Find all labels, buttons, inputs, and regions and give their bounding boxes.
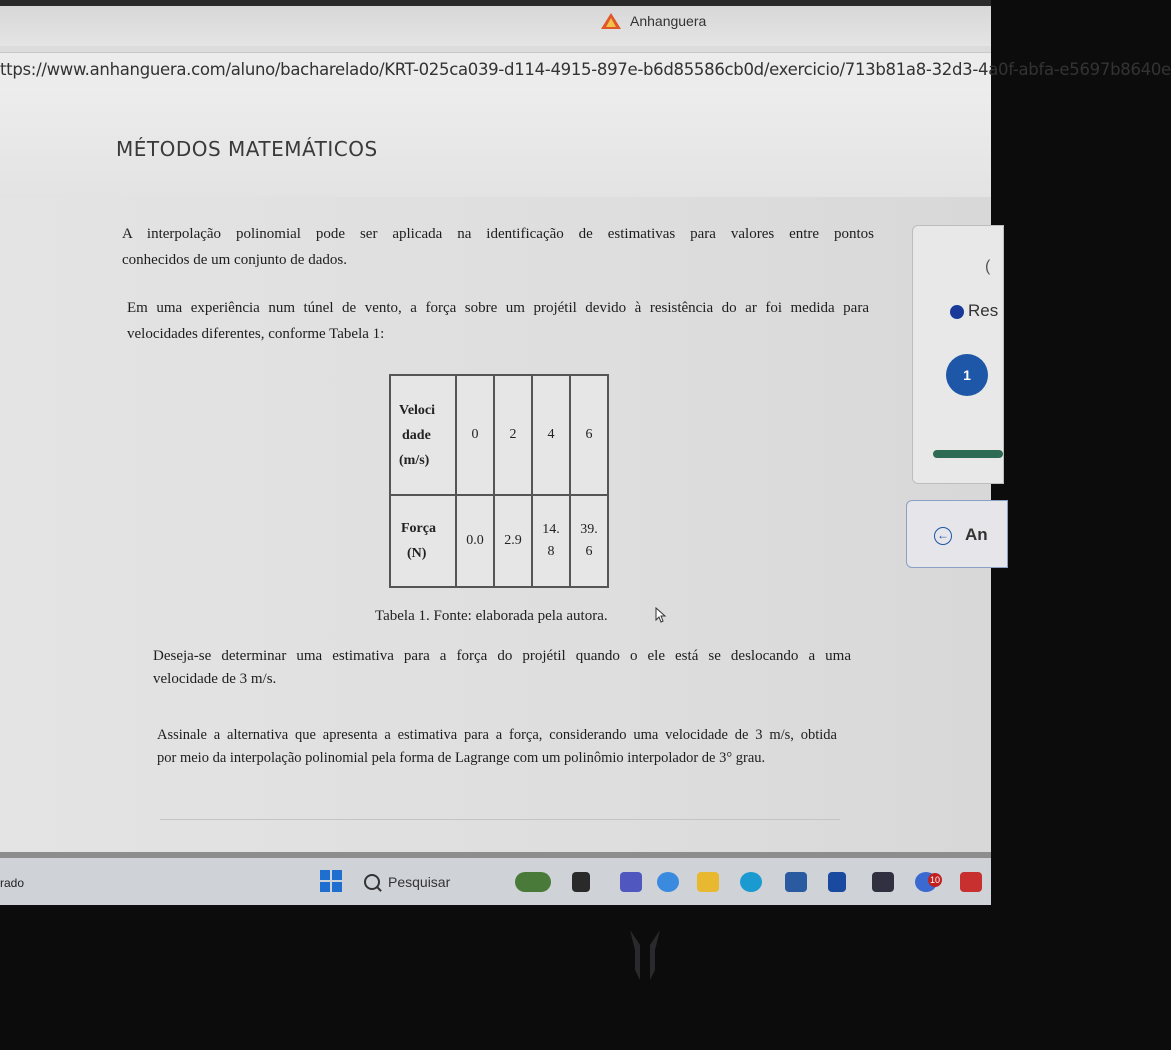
table-caption: Tabela 1. Fonte: elaborada pela autora.: [375, 608, 608, 624]
back-arrow-icon[interactable]: ←: [934, 527, 952, 545]
results-label: Res: [968, 301, 999, 320]
browser-tab[interactable]: [600, 12, 706, 30]
table-cell: [532, 495, 570, 587]
edge-icon[interactable]: [740, 872, 762, 892]
copilot-icon[interactable]: [657, 872, 679, 892]
table-cell: [456, 495, 494, 587]
paragraph-line: por meio da interpolação polinomial pela forma de Lagrange com um polinômio interpolador de 3° grau.: [157, 750, 766, 766]
store-icon[interactable]: [785, 872, 807, 892]
table-header-velocity: [390, 375, 456, 495]
header-text: dade: [402, 427, 431, 443]
taskbar-left-text: rado: [0, 876, 25, 890]
table-cell: [494, 495, 532, 587]
paragraph-line: Em uma experiência num túnel de vento, a força sobre um projétil devido à resistência do ar foi medida para: [127, 300, 869, 316]
cell-text: 6: [585, 544, 593, 559]
browser-titlebar: [0, 0, 991, 46]
previous-button[interactable]: [906, 500, 1008, 568]
cell-text: 8: [547, 544, 555, 559]
table-cell: 6: [570, 375, 608, 495]
monitor-logo-icon: [625, 925, 665, 985]
anhanguera-logo-icon: [600, 12, 622, 30]
paragraph-line: A interpolação polinomial pode ser aplicada na identificação de estimativas para valores entre pontos: [122, 226, 874, 242]
windows-start-icon[interactable]: [320, 870, 342, 892]
panel-paren: (: [985, 258, 991, 275]
question-content: [0, 197, 991, 852]
titlebar-edge: [0, 0, 991, 6]
taskbar: [0, 858, 991, 905]
data-table: [389, 374, 609, 588]
header-text: (N): [407, 546, 427, 561]
header-text: (m/s): [399, 452, 430, 468]
teams-icon[interactable]: [620, 872, 642, 892]
cell-text: 0.0: [466, 533, 484, 548]
tab-title: Anhanguera: [630, 13, 707, 29]
table-row-velocity: [390, 375, 608, 495]
divider: [160, 819, 840, 820]
question-paragraph-3: [153, 645, 851, 691]
question-paragraph-1: [122, 221, 874, 273]
dropbox-icon[interactable]: [828, 872, 846, 892]
task-view-icon[interactable]: [572, 872, 590, 892]
table-cell: [570, 495, 608, 587]
cell-text: 39.: [580, 522, 598, 537]
question-paragraph-2: [127, 295, 869, 347]
mouse-cursor-icon: [655, 607, 667, 623]
table-header-force: [390, 495, 456, 587]
url-text[interactable]: ttps://www.anhanguera.com/aluno/bacharelado/KRT-025ca039-d114-4915-897e-b6d85586cb0d/exercicio/713b81a8-32d3-4a0f-abfa-e5697b8640e: [0, 60, 1171, 79]
status-dot-icon: [950, 305, 964, 319]
calculator-icon[interactable]: [872, 872, 894, 892]
question-number-button[interactable]: 1: [946, 354, 988, 396]
paragraph-line: Deseja-se determinar uma estimativa para a força do projétil quando o ele está se deslocando a uma: [153, 648, 851, 664]
table-cell: 0: [456, 375, 494, 495]
cell-text: 2.9: [504, 533, 522, 548]
paragraph-line: velocidade de 3 m/s.: [153, 671, 277, 687]
page-title: MÉTODOS MATEMÁTICOS: [116, 137, 378, 161]
monitor-bezel: [0, 905, 991, 1050]
paragraph-line: velocidades diferentes, conforme Tabela 1:: [127, 326, 385, 342]
address-bar[interactable]: [0, 52, 1171, 88]
taskbar-search[interactable]: [358, 869, 508, 895]
cell-text: 14.: [542, 522, 560, 537]
search-icon: [364, 874, 380, 890]
paragraph-line: Assinale a alternativa que apresenta a estimativa para a força, considerando uma velocidade de 3 m/s, obtida: [157, 727, 837, 743]
header-text: Força: [401, 521, 436, 536]
header-text: Veloci: [399, 402, 436, 418]
previous-button-label[interactable]: An: [965, 525, 988, 544]
table-cell: 2: [494, 375, 532, 495]
page-header: [0, 87, 991, 197]
turtle-widget-icon[interactable]: [515, 872, 551, 892]
file-explorer-icon[interactable]: [697, 872, 719, 892]
paragraph-line: conhecidos de um conjunto de dados.: [122, 252, 347, 268]
progress-bar: [933, 450, 1003, 458]
table-row-force: [390, 495, 608, 587]
search-label: Pesquisar: [388, 874, 451, 890]
app-icon[interactable]: [960, 872, 982, 892]
notification-badge: 10: [929, 875, 940, 885]
question-paragraph-4: [157, 724, 837, 770]
table-cell: 4: [532, 375, 570, 495]
